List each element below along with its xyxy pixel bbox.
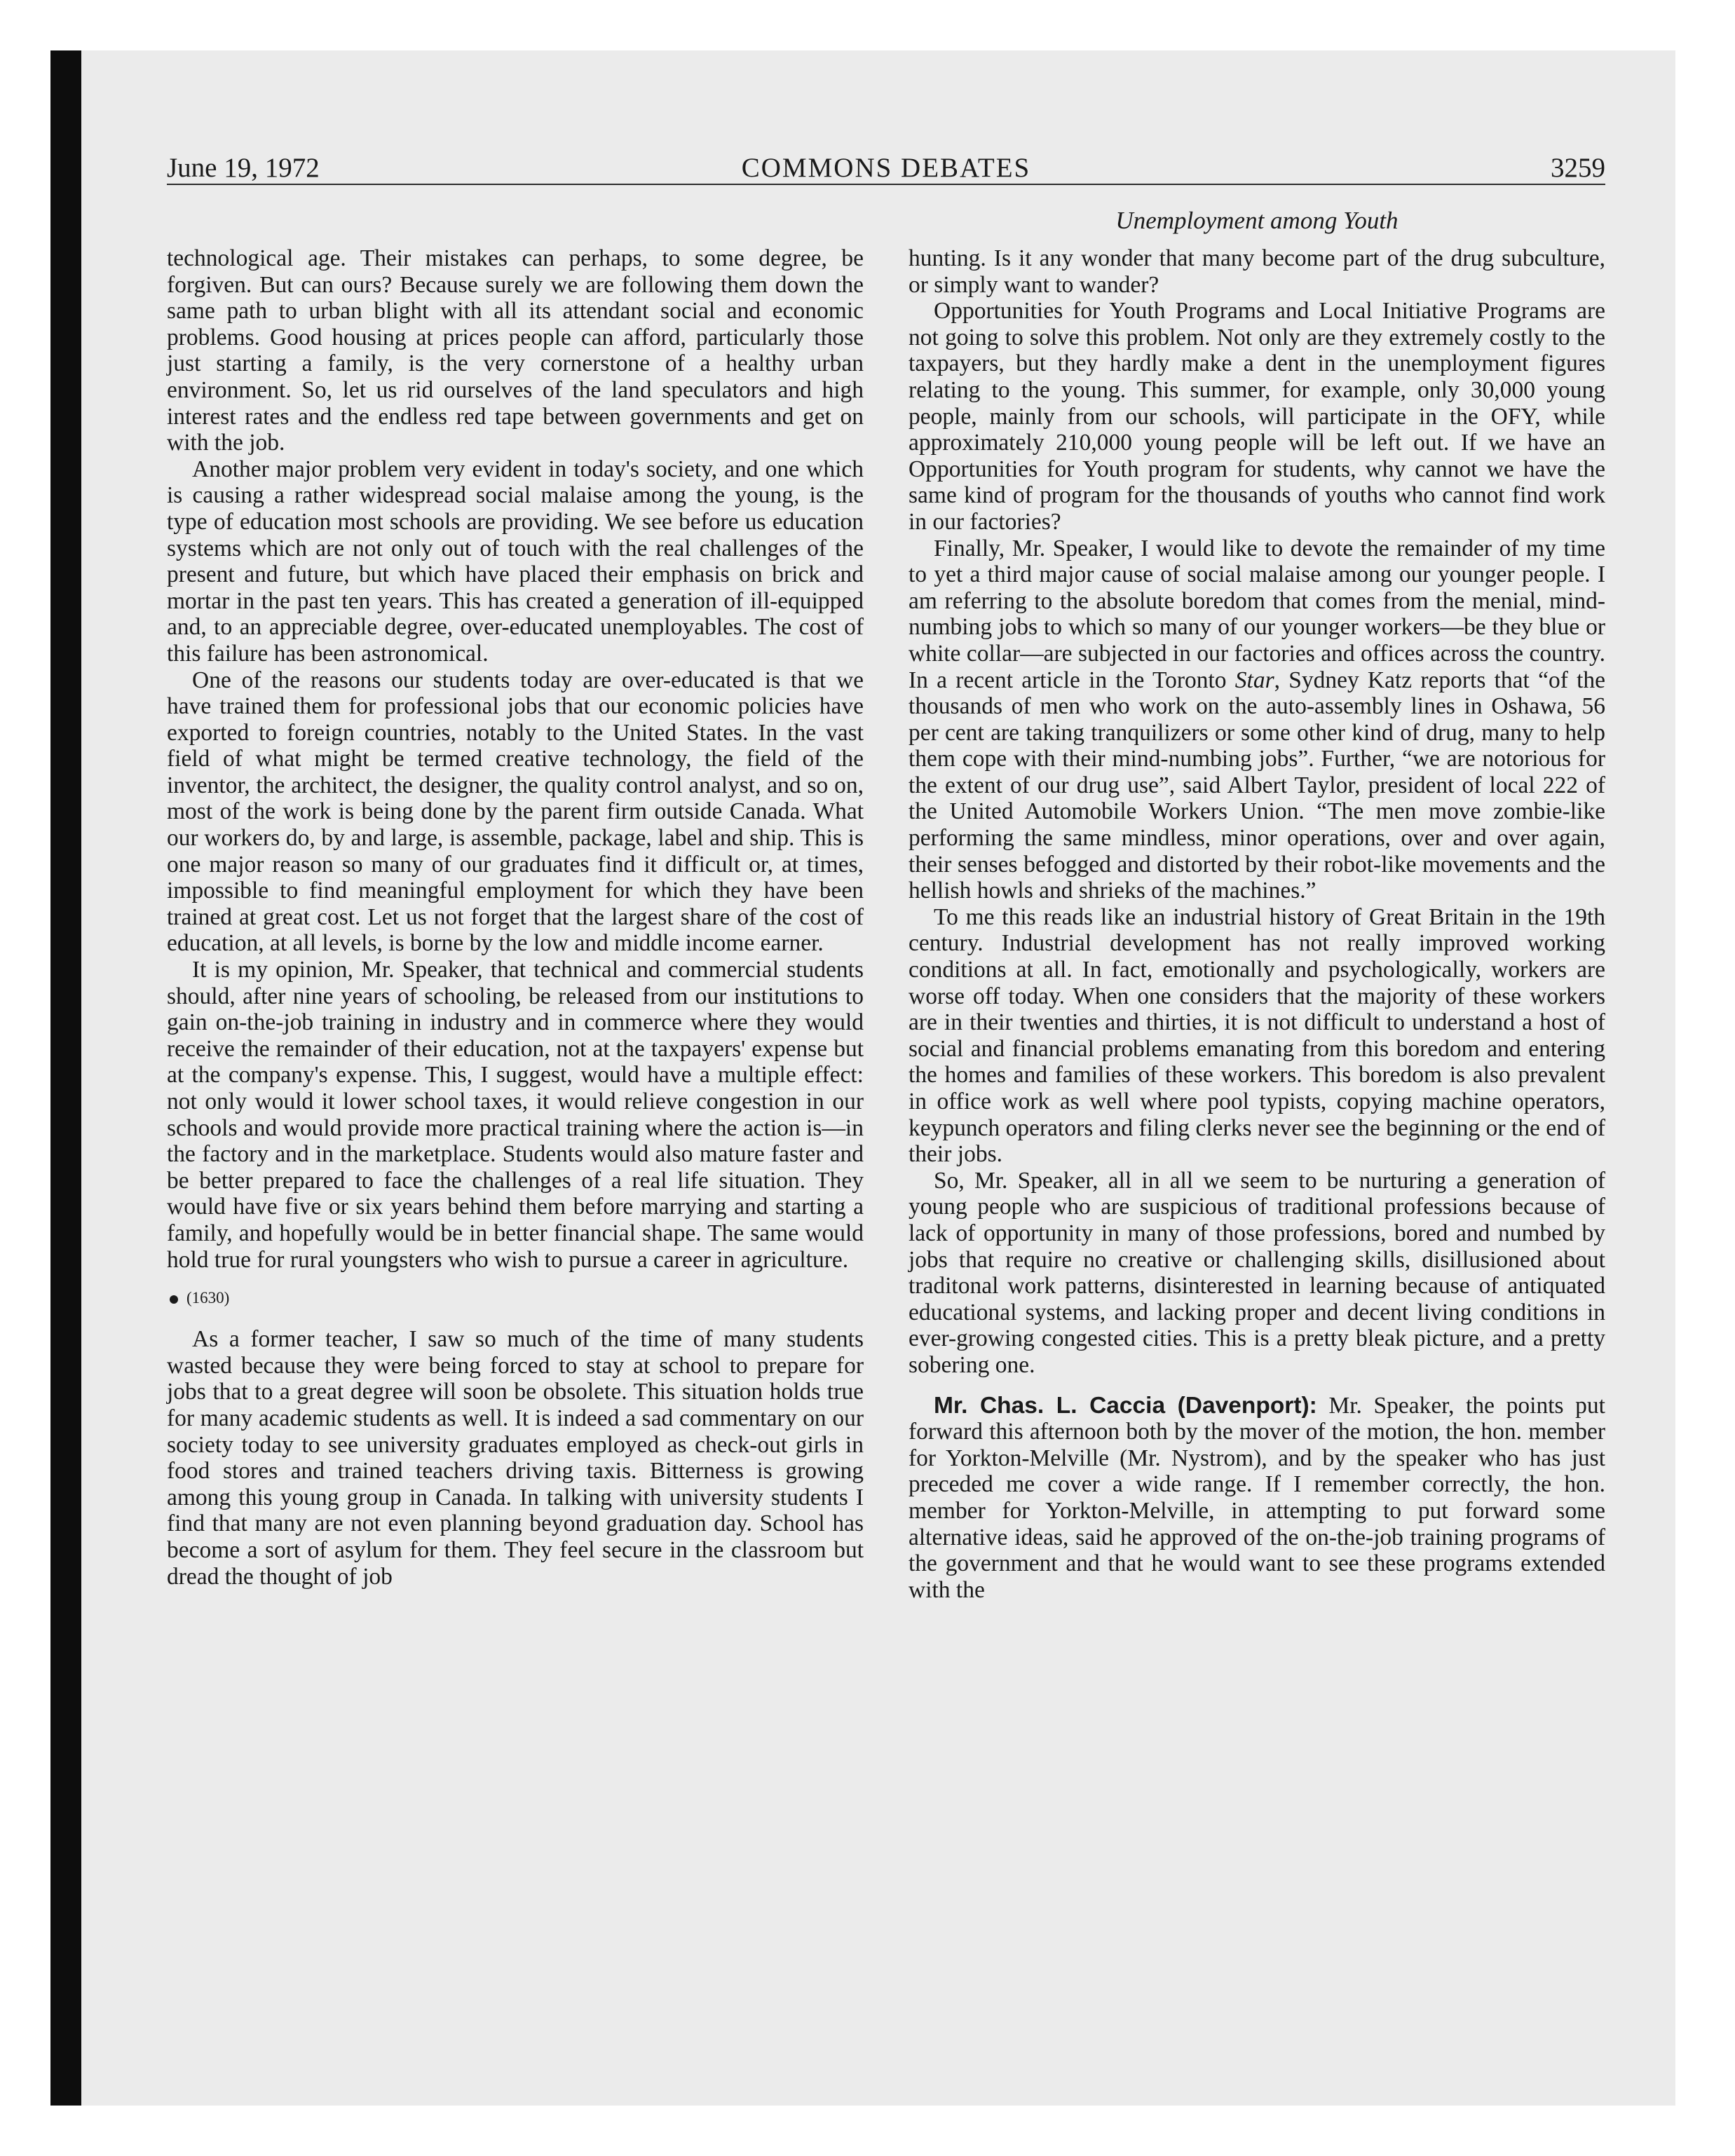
paragraph: One of the reasons our students today are over-educated is that we have trained them for professional jobs that our economic policies have exported to foreign countries, notably to the United States. In the vast field of what might be termed creative technology, the field of the inventor, the architect, the designer, the quality control analyst, and so on, most of the work is being done by the parent firm outside Canada. What our workers do, by and large, is assemble, package, label and ship. This is one major reason so many of our graduates find it difficult or, at times, impossible to find meaningful employment for which they have been trained at great cost. Let us not forget that the largest share of the cost of education, at all levels, is borne by the low and middle income earner. bbox=[167, 667, 864, 957]
page-number: 3259 bbox=[1551, 153, 1605, 183]
paragraph: Another major problem very evident in today's society, and one which is causing a rather widespread social malaise among the young, is the type of education most schools are providing. We see before us education systems which are not only out of touch with the real challenges of the present and future, but which have placed their emphasis on brick and mortar in the past ten years. This has created a generation of ill-equipped and, to an appreciable degree, over-educated unemployables. The cost of this failure has been astronomical. bbox=[167, 456, 864, 667]
paragraph: So, Mr. Speaker, all in all we seem to be nurturing a generation of young people who are suspicious of traditional professions because of lack of opportunity in many of those professions, bored and numbed by jobs that require no creative or challenging skills, disillusioned about traditonal work patterns, disinterested in learning because of antiquated educational systems, and lacking proper and decent living conditions in ever-growing congested cities. This is a pretty bleak picture, and a pretty sobering one. bbox=[909, 1167, 1605, 1378]
newspaper-title: Star bbox=[1234, 667, 1274, 693]
speech-paragraph bbox=[909, 1393, 1605, 1604]
running-head: Unemployment among Youth bbox=[1115, 207, 1399, 234]
paragraph: To me this reads like an industrial history of Great Britain in the 19th century. Industrial development has not really improved working conditions at all. In fact, emotionally and psychologically, workers are worse off today. When one considers that the majority of these workers are in their twenties and thirties, it is not difficult to understand a host of social and financial problems emanating from this boredom and entering the homes and families of these workers. This boredom is also prevalent in office work as well where pool typists, copying machine operators, keypunch operators and filing clerks never see the beginning or the end of their jobs. bbox=[909, 903, 1605, 1168]
paragraph: Opportunities for Youth Programs and Local Initiative Programs are not going to solve this problem. Not only are they extremely costly to the taxpayers, but they hardly make a dent in the unemployment figures relating to the young. This summer, for example, only 30,000 young people, mainly from our schools, will participate in the OFY, while approximately 210,000 young people will be left out. If we have an Opportunities for Youth program for students, why cannot we have the same kind of program for the thousands of youths who cannot find work in our factories? bbox=[909, 298, 1605, 535]
bullet-icon bbox=[170, 1295, 178, 1304]
paragraph: As a former teacher, I saw so much of the time of many students wasted because they were being forced to stay at school to prepare for jobs that to a great degree will soon be obsolete. This situation holds true for many academic students as well. It is indeed a sad commentary on our society today to see university graduates employed as check-out girls in food stores and trained teachers driving taxis. Bitterness is growing among this young group in Canada. In talking with university students I find that many are not even planning beyond graduation day. School has become a sort of asylum for them. They feel secure in the classroom but dread the thought of job bbox=[167, 1326, 864, 1590]
speaker-name: Mr. Chas. L. Caccia (Davenport): bbox=[934, 1392, 1317, 1419]
right-column bbox=[909, 245, 1605, 1603]
paragraph: It is my opinion, Mr. Speaker, that technical and commercial students should, after nine years of schooling, be released from our institutions to gain on-the-job training in industry and in commerce where they would receive the remainder of their education, not at the taxpayers' expense but at the company's expense. This, I suggest, would have a multiple effect: not only would it lower school taxes, it would relieve congestion in our schools and would provide more practical training where the action is—in the factory and in the marketplace. Students would also mature faster and be better prepared to face the challenges of a real life situation. They would have five or six years behind them before marrying and starting a family, and hopefully would be in better financial shape. The same would hold true for rural youngsters who wish to pursue a career in agriculture. bbox=[167, 957, 864, 1273]
header-date: June 19, 1972 bbox=[167, 153, 320, 183]
paragraph-text: Finally, Mr. Speaker, I would like to devote the remainder of my time to yet a third major cause of social malaise among our younger people. I am referring to the absolute boredom that comes from the menial, mind-numbing jobs to which so many of our younger workers—be they blue or white collar—are subjected in our factories and offices across the country. In a recent article in the Toronto bbox=[909, 535, 1605, 693]
header-rule bbox=[167, 184, 1605, 185]
time-marker bbox=[167, 1288, 864, 1309]
paragraph-text: Mr. Speaker, the points put forward this afternoon both by the mover of the motion, the hon. member for Yorkton-Melville (Mr. Nystrom), and by the speaker who has just preceded me cover a wide range. If I remember correctly, the hon. member for Yorkton-Melville, in attempting to put forward some alternative ideas, said he approved of the on-the-job training programs of the government and that he would want to see these programs extended with the bbox=[909, 1392, 1605, 1603]
paragraph-text: , Sydney Katz reports that “of the thousands of men who work on the auto-assembly lines in Oshawa, 56 per cent are taking tranquilizers or some other kind of drug, many to help them cope with their mind-numbing jobs”. Further, “we are notorious for the extent of our drug use”, said Albert Taylor, president of local 222 of the United Automobile Workers Union. “The men move zombie-like performing the same mindless, minor operations, over and over again, their senses befogged and distorted by their robot-like movements and the hellish howls and shrieks of the machines.” bbox=[909, 667, 1605, 904]
page-binding-edge bbox=[50, 50, 81, 2106]
section-gap bbox=[909, 1379, 1605, 1393]
paragraph: hunting. Is it any wonder that many become part of the drug subculture, or simply want to wander? bbox=[909, 245, 1605, 298]
header-title: COMMONS DEBATES bbox=[741, 153, 1031, 183]
paragraph bbox=[909, 535, 1605, 904]
left-column bbox=[167, 245, 864, 1590]
page-header bbox=[167, 153, 1605, 184]
time-marker-label: (1630) bbox=[186, 1289, 230, 1307]
paragraph: technological age. Their mistakes can perhaps, to some degree, be forgiven. But can ours? Because surely we are following them down the same path to urban blight with all its attendant social and economic problems. Good housing at prices people can afford, particularly those just starting a family, is the very cornerstone of a healthy urban environment. So, let us rid ourselves of the land speculators and high interest rates and the endless red tape between governments and get on with the job. bbox=[167, 245, 864, 456]
